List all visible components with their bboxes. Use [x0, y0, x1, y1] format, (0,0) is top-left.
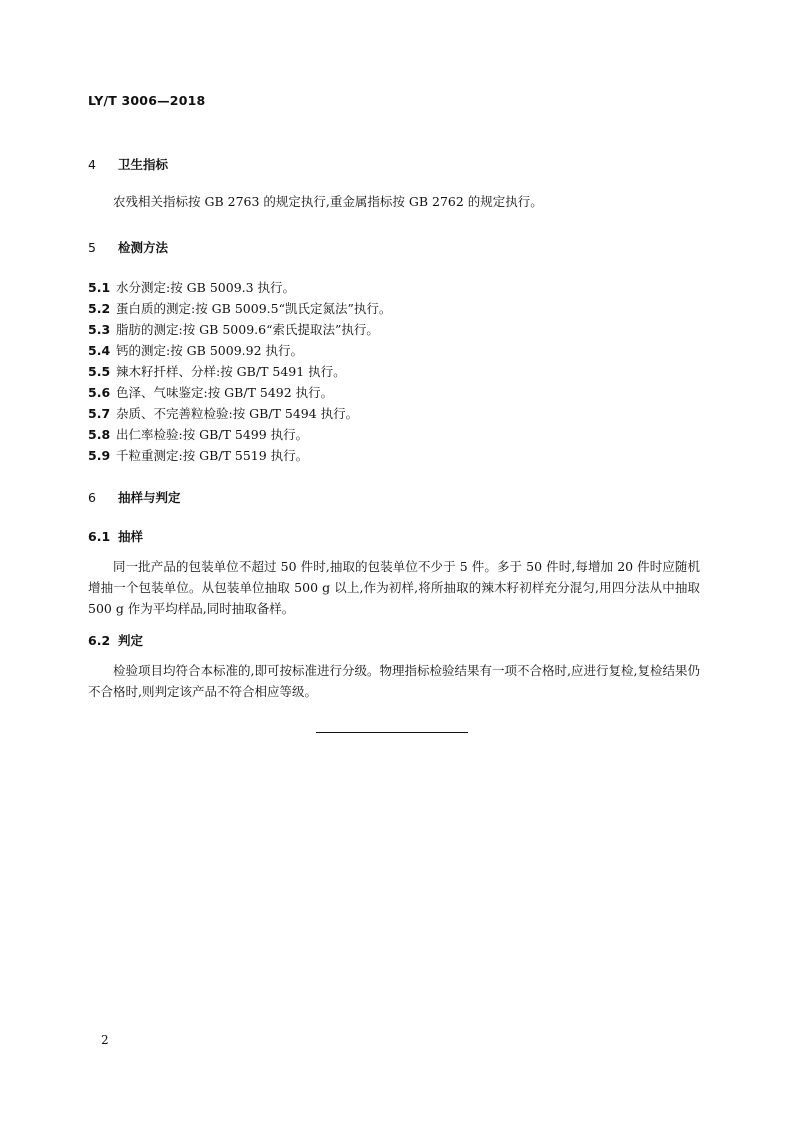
item-number: 5.7	[88, 406, 111, 421]
item-number: 5.6	[88, 385, 111, 400]
section-4-heading	[88, 155, 168, 173]
section-title: 抽样与判定	[118, 490, 181, 505]
section-number: 4	[88, 157, 96, 172]
list-item-5-4	[88, 341, 303, 359]
section-number: 5	[88, 240, 96, 255]
list-item-5-2	[88, 299, 391, 317]
item-text: 水分测定:按 GB 5009.3 执行。	[116, 280, 296, 295]
item-number: 5.5	[88, 364, 111, 379]
standard-code-header: LY/T 3006—2018	[88, 93, 206, 108]
item-number: 5.9	[88, 448, 111, 463]
list-item-5-9	[88, 446, 308, 464]
item-number: 5.3	[88, 322, 111, 337]
subsection-number: 6.1	[88, 529, 111, 544]
subsection-6-1-heading	[88, 527, 143, 545]
item-text: 钙的测定:按 GB 5009.92 执行。	[116, 343, 303, 358]
item-text: 千粒重测定:按 GB/T 5519 执行。	[116, 448, 309, 463]
end-of-document-rule	[316, 732, 468, 733]
item-text: 脂肪的测定:按 GB 5009.6“索氏提取法”执行。	[116, 322, 379, 337]
subsection-6-2-body: 检验项目均符合本标准的,即可按标准进行分级。物理指标检验结果有一项不合格时,应进行复检,复检结果仍不合格时,则判定该产品不符合相应等级。	[88, 663, 700, 699]
subsection-6-2-heading	[88, 631, 143, 649]
item-number: 5.2	[88, 301, 111, 316]
item-number: 5.4	[88, 343, 111, 358]
subsection-title: 判定	[118, 633, 144, 648]
subsection-title: 抽样	[118, 529, 144, 544]
section-6-heading	[88, 488, 181, 506]
list-item-5-5	[88, 362, 346, 380]
subsection-6-1-body: 同一批产品的包装单位不超过 50 件时,抽取的包装单位不少于 5 件。多于 50 件时,每增加 20 件时应随机增抽一个包装单位。从包装单位抽取 500 g 以上,作为初样,将所抽取的辣木籽初样充分混匀,用四分法从中抽取 500 g 作为平均样品,同时抽取备样。	[88, 559, 700, 616]
list-item-5-1	[88, 278, 295, 296]
list-item-5-3	[88, 320, 379, 338]
item-text: 蛋白质的测定:按 GB 5009.5“凯氏定氮法”执行。	[116, 301, 392, 316]
section-5-heading	[88, 238, 168, 256]
section-title: 检测方法	[118, 240, 169, 255]
section-4-body: 农残相关指标按 GB 2763 的规定执行,重金属指标按 GB 2762 的规定执行。	[113, 194, 543, 209]
item-text: 色泽、气味鉴定:按 GB/T 5492 执行。	[116, 385, 334, 400]
page-number: 2	[101, 1033, 109, 1047]
list-item-5-6	[88, 383, 333, 401]
list-item-5-7	[88, 404, 358, 422]
item-text: 杂质、不完善粒检验:按 GB/T 5494 执行。	[116, 406, 359, 421]
section-number: 6	[88, 490, 96, 505]
item-text: 辣木籽扦样、分样:按 GB/T 5491 执行。	[116, 364, 346, 379]
item-number: 5.8	[88, 427, 111, 442]
list-item-5-8	[88, 425, 308, 443]
item-text: 出仁率检验:按 GB/T 5499 执行。	[116, 427, 309, 442]
subsection-number: 6.2	[88, 633, 111, 648]
item-number: 5.1	[88, 280, 111, 295]
section-title: 卫生指标	[118, 157, 169, 172]
